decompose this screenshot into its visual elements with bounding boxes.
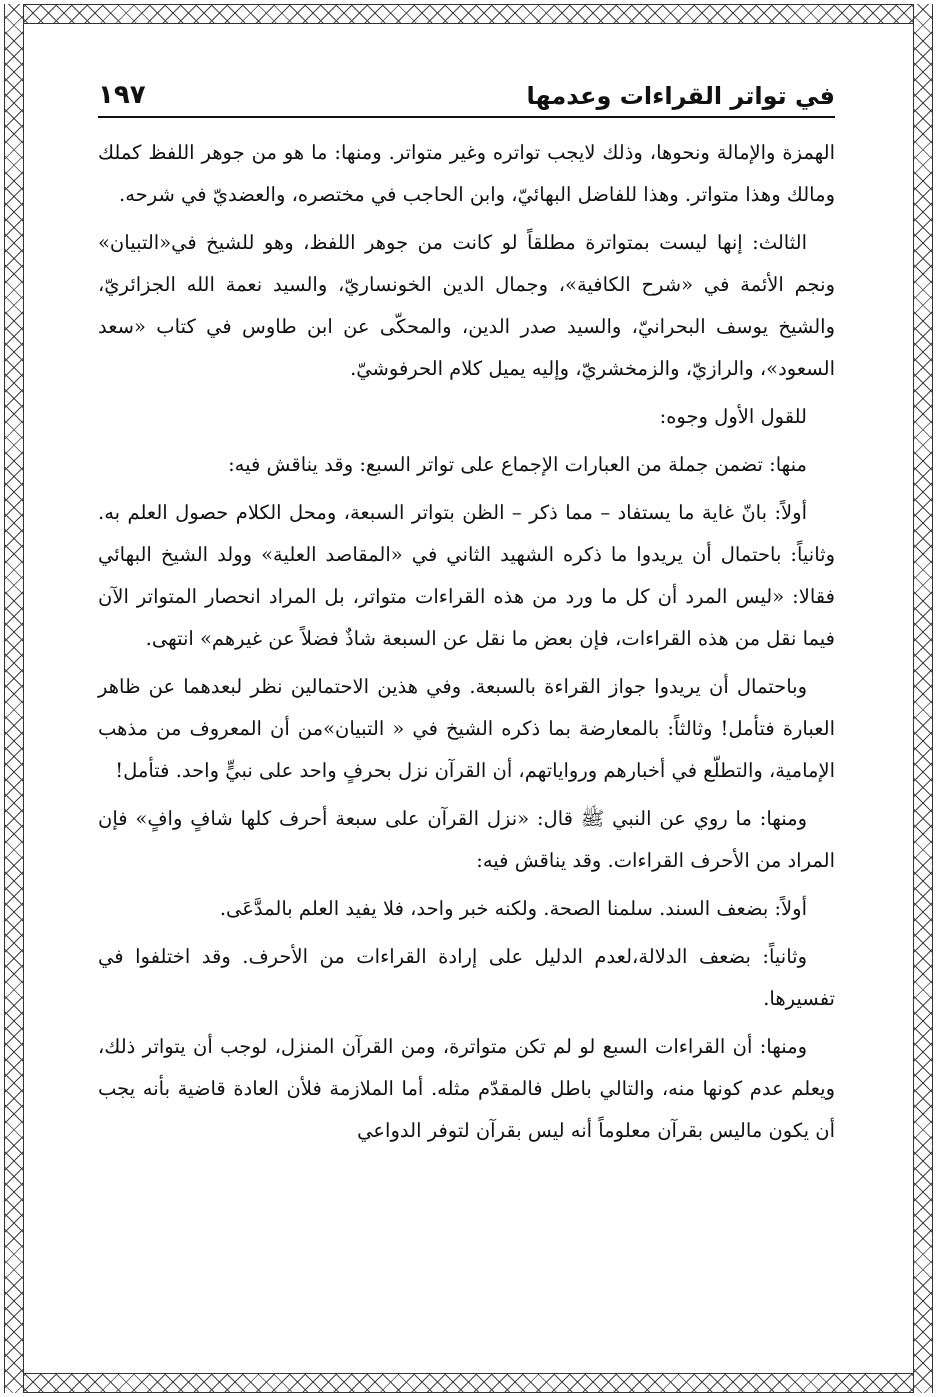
- paragraph-6: وباحتمال أن يريدوا جواز القراءة بالسبعة. وفي هذين الاحتمالين نظر لبعدهما عن ظاهر العبارة فتأمل! وثالثاً: بالمعارضة بما ذكره الشيخ في « التبيان»من أن المعروف من مذهب الإمامية، والتطلّع في أخبارهم ورواياتهم، أن القرآن نزل بحرفٍ واحد على نبيٍّ واحد. فتأمل!: [98, 675, 835, 782]
- paragraph-8: أولاً: بضعف السند. سلمنا الصحة. ولكنه خبر واحد، فلا يفيد العلم بالمدَّعَى.: [219, 897, 807, 920]
- page-number: ١٩٧: [98, 80, 146, 110]
- border-top: [4, 4, 933, 24]
- paragraph-10: ومنها: أن القراءات السبع لو لم تكن متواترة، ومن القرآن المنزل، لوجب أن يتواتر ذلك، ويعلم عدم كونها منه، والتالي باطل فالمقدّم مثله. أما الملازمة فلأن العادة قاضية بأنه يجب أن يكون ماليس بقرآن معلوماً أنه ليس بقرآن لتوفر الدواعي: [98, 1035, 835, 1142]
- page-body: [98, 70, 835, 1337]
- paragraph-9: وثانياً: بضعف الدلالة،لعدم الدليل على إرادة القراءات من الأحرف. وقد اختلفوا في تفسيرها.: [98, 945, 835, 1010]
- running-title: في تواتر القراءات وعدمها: [526, 82, 835, 110]
- paragraph-7: ومنها: ما روي عن النبي ﷺ قال: «نزل القرآن على سبعة أحرف كلها شافٍ وافٍ» فإن المراد من الأحرف القراءات. وقد يناقش فيه:: [98, 807, 835, 872]
- paragraph-1: الهمزة والإمالة ونحوها، وذلك لايجب تواتره وغير متواتر. ومنها: ما هو من جوهر اللفظ كملك ومالك وهذا متواتر. وهذا للفاضل البهائيّ، وابن الحاجب في مختصره، والعضديّ في شرحه.: [98, 141, 835, 206]
- paragraph-4: منها: تضمن جملة من العبارات الإجماع على تواتر السبع: وقد يناقش فيه:: [228, 453, 807, 476]
- page-header: [98, 70, 835, 118]
- border-bottom: [4, 1373, 933, 1393]
- paragraph-2: الثالث: إنها ليست بمتواترة مطلقاً لو كانت من جوهر اللفظ، وهو للشيخ في«التبيان» ونجم الأئمة في «شرح الكافية»، وجمال الدين الخونساريّ، والسيد نعمة الله الجزائريّ، والشيخ يوسف البحرانيّ، والسيد صدر الدين، والمحكّى عن ابن طاوس في كتاب «سعد السعود»، والرازيّ، والزمخشريّ، وإليه يميل كلام الحرفوشيّ.: [98, 231, 835, 380]
- page-content: [98, 132, 835, 1152]
- paragraph-5: أولاً: بانّ غاية ما يستفاد – مما ذكر – الظن بتواتر السبعة، ومحل الكلام حصول العلم به. وثانياً: باحتمال أن يريدوا ما ذكره الشهيد الثاني في «المقاصد العلية» وولد الشيخ البهائي فقالا: «ليس المرد أن كل ما ورد من هذه القراءات متواتر، بل المراد انحصار المتواتر الآن فيما نقل من هذه القراءات، فإن بعض ما نقل عن السبعة شاذٌ فضلاً عن غيرهم» انتهى.: [98, 501, 835, 650]
- paragraph-3: للقول الأول وجوه:: [659, 405, 807, 428]
- border-left: [4, 4, 24, 1393]
- border-right: [913, 4, 933, 1393]
